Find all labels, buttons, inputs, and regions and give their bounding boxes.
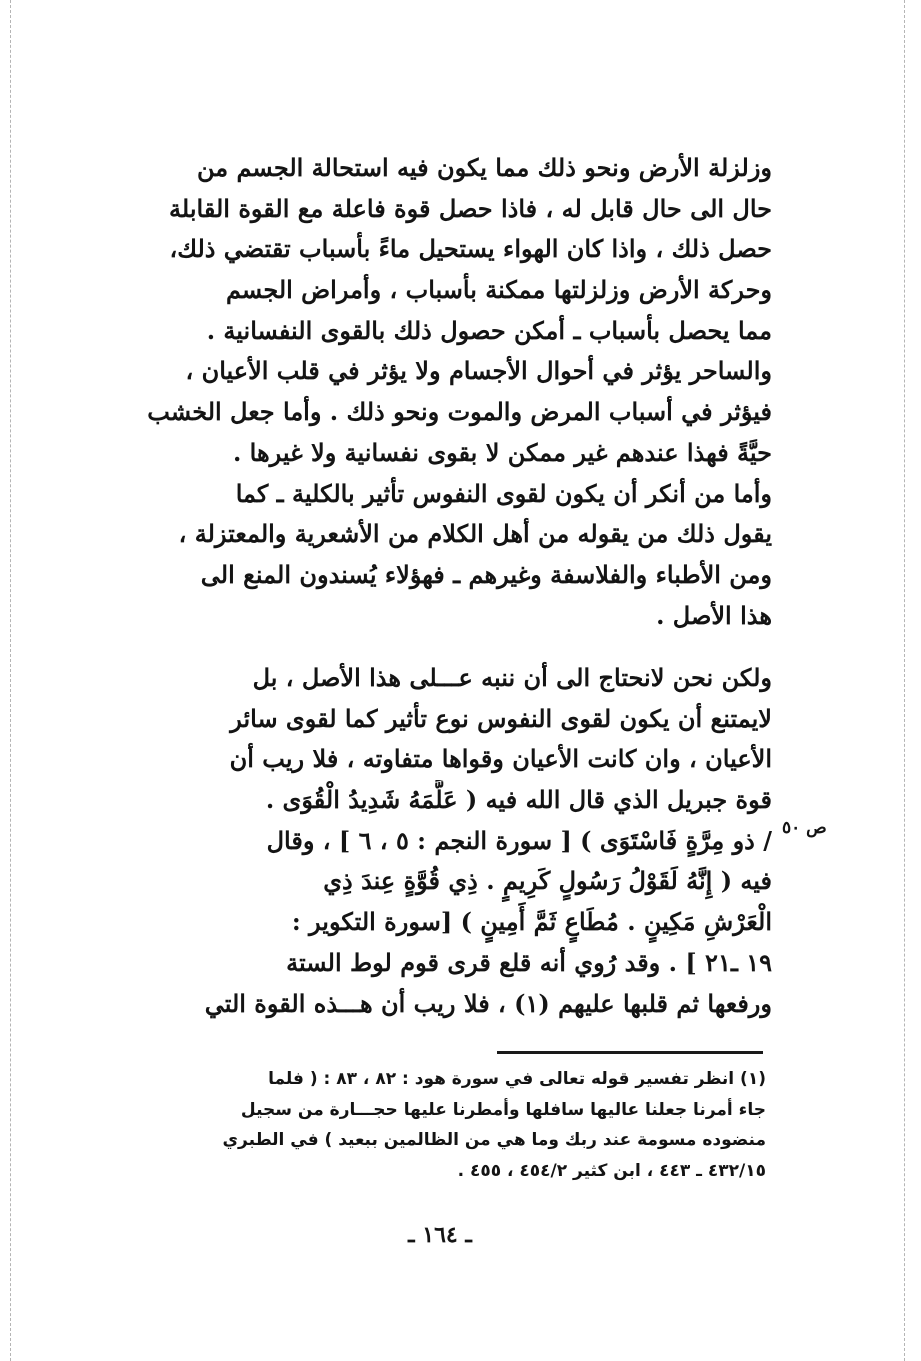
text-line: / ذو مِرَّةٍ فَاسْتَوَى ) [ سورة النجم : ٥ ، ٦ ] ، وقال [266, 825, 772, 855]
text-line: فيه ( إِنَّهُ لَقَوْلُ رَسُولٍ كَرِيمٍ . ذِي قُوَّةٍ عِندَ ذِي [323, 866, 772, 896]
text-line: مما يحصل بأسباب ـ أمكن حصول ذلك بالقوى النفسانية . [206, 315, 772, 345]
text-line: هذا الأصل . [656, 600, 772, 630]
text-line: والساحر يؤثر في أحوال الأجسام ولا يؤثر في قلب الأعيان ، [185, 356, 772, 386]
text-line: الْعَرْشِ مَكِينٍ . مُطَاعٍ ثَمَّ أَمِينٍ ) [سورة التكوير : [291, 907, 772, 937]
footnote-line: منضوده مسومة عند ربك وما هي من الظالمين ببعيد ) في الطبري [222, 1130, 766, 1150]
text-line: قوة جبريل الذي قال الله فيه ( عَلَّمَهُ شَدِيدُ الْقُوَى . [265, 785, 772, 815]
body-paragraph-1 [128, 148, 772, 636]
scan-right-border [904, 0, 905, 1361]
text-line: لايمتنع أن يكون لقوى النفوس نوع تأثير كما لقوى سائر [230, 703, 772, 733]
text-line: يقول ذلك من يقوله من أهل الكلام من الأشعرية والمعتزلة ، [178, 519, 772, 549]
text-line: وحركة الأرض وزلزلتها ممكنة بأسباب ، وأمراض الجسم [225, 275, 772, 305]
text-line: ومن الأطباء والفلاسفة وغيرهم ـ فهؤلاء يُسندون المنع الى [200, 559, 772, 589]
footnote-line: (١) انظر تفسير قوله تعالى في سورة هود : ٨٢ ، ٨٣ : ( فلما [268, 1069, 766, 1089]
text-line: الأعيان ، وان كانت الأعيان وقواها متفاوته ، فلا ريب أن [229, 744, 772, 774]
scan-left-border [10, 0, 11, 1361]
marginal-page-reference: ص ٥٠ [782, 818, 827, 838]
text-line: ولكن نحن لانحتاج الى أن ننبه عـــلى هذا الأصل ، بل [252, 663, 772, 692]
text-line: وزلزلة الأرض ونحو ذلك مما يكون فيه استحالة الجسم من [196, 153, 772, 182]
page-number: ـ ١٦٤ ـ [408, 1222, 472, 1248]
text-line: وأما من أنكر أن يكون لقوى النفوس تأثير بالكلية ـ كما [235, 478, 772, 508]
text-line: فيؤثر في أسباب المرض والموت ونحو ذلك . وأما جعل الخشب [147, 397, 772, 427]
footnote-line: جاء أمرنا جعلنا عاليها سافلها وأمطرنا عليها حجـــارة من سجيل [240, 1099, 766, 1120]
text-line: ١٩ ـ٢١ ] . وقد رُوي أنه قلع قرى قوم لوط الستة [286, 947, 772, 977]
footnote-separator [497, 1051, 763, 1054]
footnote-line: ٤٣٢/١٥ ـ ٤٤٣ ، ابن كثير ٤٥٤/٢ ، ٤٥٥ . [457, 1160, 766, 1181]
body-paragraph-2 [128, 658, 772, 1024]
text-line: حصل ذلك ، واذا كان الهواء يستحيل ماءً بأسباب تقتضي ذلك، [169, 234, 772, 264]
text-line: حال الى حال قابل له ، فاذا حصل قوة فاعلة مع القوة القابلة [169, 193, 772, 223]
text-line: ورفعها ثم قلبها عليهم (١) ، فلا ريب أن هـــذه القوة التي [204, 988, 772, 1018]
text-line: حيَّةً فهذا عندهم غير ممكن لا بقوى نفسانية ولا غيرها . [232, 437, 772, 467]
footnote [112, 1064, 766, 1186]
